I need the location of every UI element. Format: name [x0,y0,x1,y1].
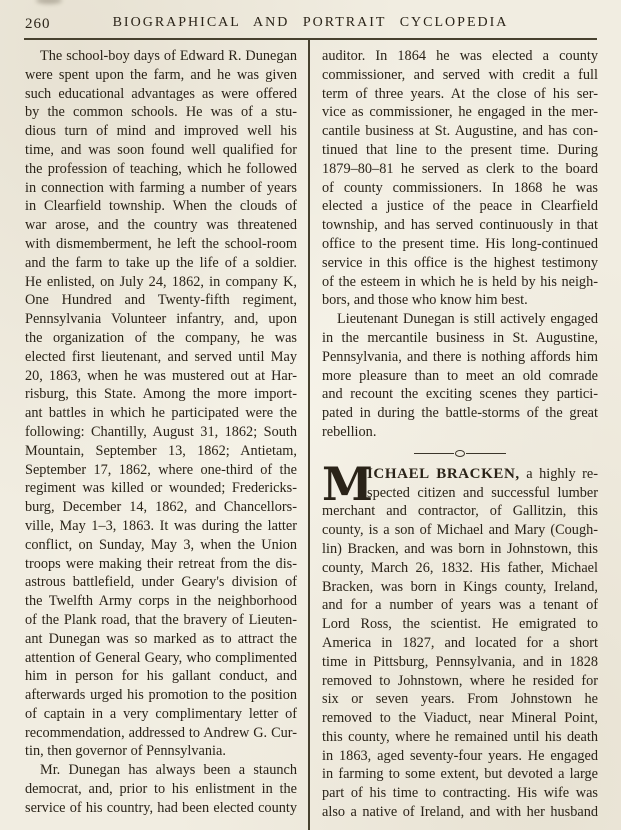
text-line: county, is a son of Michael and Mary (Cough- [322,522,598,539]
text-line: tinued that line to the present time. During [322,141,598,158]
text-line: and recount the exciting scenes they partici- [322,386,598,403]
text-line: regiment was killed or wounded; Fredericks- [25,480,297,497]
text-line: of the esteem in which he is held by his neigh- [322,273,598,290]
left-column [25,47,297,818]
divider-line [466,453,506,454]
text-line: ant Dunegan was so marked as to attract the [25,630,297,647]
text-line: removed to the Viaduct, near Mineral Point, [322,710,598,727]
text-line: spected citizen and successful lumber [367,484,598,501]
text-line: He enlisted, on July 24, 1862, in company K, [25,273,297,290]
text-line: this county, where he remained until his death [322,728,598,745]
page-number: 260 [25,16,51,32]
text-line: elected first lieutenant, and served until May [25,348,297,365]
text-line: service in this office is the highest testimony [322,254,598,271]
text-line: commissioner, and served with credit a full [322,66,598,83]
text-line: of the Plank road, that the bravery of Lieuten- [25,611,297,628]
text-line: elected a justice of the peace in Clearfield [322,198,598,215]
text-line: ant battles in which he participated were the [25,405,297,422]
text-line: with dismemberment, he left the school-room [25,235,297,252]
text-line: in connection with farming a number of years [25,179,297,196]
text-line: ville, May 1–3, 1863. It was during the latter [25,517,297,534]
text-line: lin) Bracken, and was born in Johnstown, this [322,540,598,557]
header-title: BIOGRAPHICAL AND PORTRAIT CYCLOPEDIA [112,15,509,30]
text-line: democrat, and, prior to his enlistment in the [25,781,297,798]
text-line: merchant and contractor, of Gallitzin, this [322,503,598,520]
text-line: bors, and those who know him best. [322,292,528,309]
header-rule [24,38,597,40]
text-line: in farming to some extent, but devoted a large [322,766,598,783]
text-line: Bracken, was born in Kings county, Ireland, [322,578,598,595]
text-line: following: Chantilly, August 31, 1862; South [25,423,297,440]
text-line: pated in during the battle-storms of the great [322,405,598,422]
text-line: Lord Ross, the scientist. He emigrated to [322,616,598,633]
text-line-fragment: a highly re- [526,465,598,482]
text-line: in Clearfield township. When the clouds of [25,198,297,215]
text-line: Pennsylvania Volunteer infantry, and, upon [25,311,297,328]
text-line [367,465,598,484]
text-line: removed to Johnstown, where he resided for [322,672,598,689]
text-line: also a native of Ireland, and with her husband [322,804,598,821]
text-line: cantile business at St. Augustine, and has con- [322,123,598,140]
text-line: attention of General Geary, who complimented [25,649,297,666]
text-line: by the common schools. He was of a stu- [25,104,297,121]
text-line: term of three years. At the close of his ser- [322,85,598,102]
text-line: time in Pittsburg, Pennsylvania, and in 1828 [322,653,598,670]
text-line: six or seven years. From Johnstown he [322,691,598,708]
text-line: him in person for his gallant conduct, and [25,668,297,685]
text-line: such educational advantages as were offered [25,85,297,102]
text-line: and for a number of years was a tenant of [322,597,598,614]
text-line: war arose, and the country was threatened [25,217,297,234]
text-line: of captain in a very complimentary letter of [25,705,297,722]
drop-cap: M [322,456,373,511]
text-line: September 17, 1862, where one-third of the [25,461,297,478]
text-line: 1879–80–81 he served as clerk to the board [322,160,598,177]
text-line: Lieutenant Dunegan is still actively engaged [337,311,598,328]
text-line: of county commissioners. In 1868 he was [322,179,598,196]
divider-line [414,453,454,454]
article-michael-bracken [322,456,598,822]
text-line: were spent upon the farm, and he was given [25,66,297,83]
text-line: 20, 1863, when he was mustered out at Har- [25,367,297,384]
scan-smudge [36,0,62,4]
right-column [322,47,598,822]
text-line: and the farm to take up the life of a soldier. [25,254,297,271]
text-line: the organization of the company, he was [25,329,297,346]
text-line: vice as commissioner, he engaged in the mer- [322,104,598,121]
text-line: part of his time to contracting. His wife was [322,785,598,802]
text-line: service of his country, had been elected county [25,799,297,816]
text-line: rebellion. [322,423,377,440]
running-header [24,15,597,35]
text-line: tin, then governor of Pennsylvania. [25,743,226,760]
text-line: conflict, on Sunday, May 3, when the Union [25,536,297,553]
text-line: Mountain, September 13, 1862; Antietam, [25,442,297,459]
text-line: afterwards urged his promotion to the position [25,687,297,704]
text-line: The school-boy days of Edward R. Dunegan [40,48,297,64]
text-line: America in 1827, and located for a short [322,634,598,651]
column-divider-rule [308,39,310,830]
text-line: township, and has served continuously in that [322,217,598,234]
text-line: the profession of teaching, which he followed [25,160,297,177]
text-line: astrous battlefield, under Geary's division of [25,574,297,591]
text-line: Pennsylvania, and there is nothing affords him [322,348,598,365]
text-line: more pleasure than to meet an old comrade [322,367,598,384]
text-line: risburg, this State. Among the more import- [25,386,297,403]
text-line: the Twelfth Army corps in the neighborhood [25,593,297,610]
text-line: time, and was soon found well qualified for [25,141,297,158]
text-line: dious turn of mind and improved well his [25,123,297,140]
text-line: office to the present time. His long-continued [322,235,598,252]
text-line: recommendation, addressed to Andrew G. Cur- [25,724,297,741]
text-line: in 1863, aged seventy-four years. He engaged [322,747,598,764]
text-line: county, March 26, 1832. His father, Michael [322,559,598,576]
text-line: troops were making their retreat from the dis- [25,555,297,572]
text-line: burg, December 14, 1862, and Chancellors- [25,499,297,516]
text-line: auditor. In 1864 he was elected a county [322,48,598,64]
circle-ornament-icon [455,450,465,457]
article-lead-name: ICHAEL BRACKEN, [367,465,520,482]
text-line: One Hundred and Twenty-fifth regiment, [25,292,297,309]
text-line: Mr. Dunegan has always been a staunch [40,762,297,779]
text-line: in the mercantile business in St. Augustine, [322,329,598,346]
